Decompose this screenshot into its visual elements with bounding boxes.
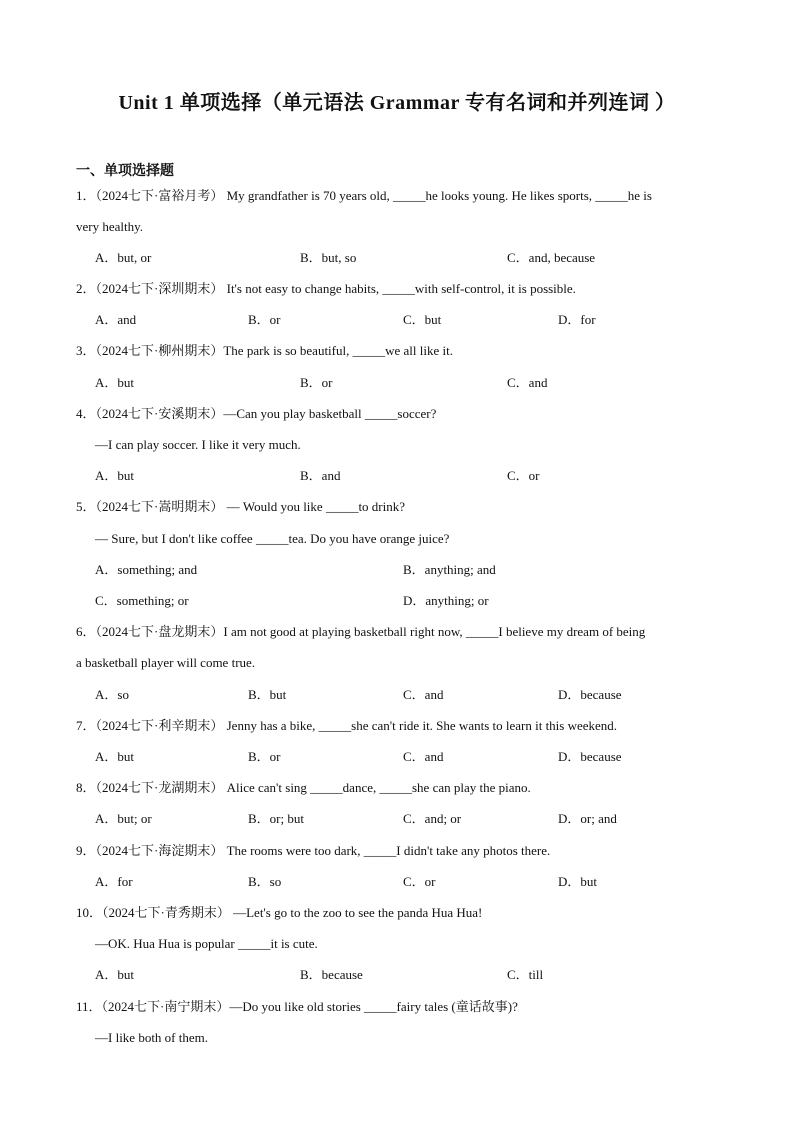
question-text-cont: —I like both of them. [95, 1030, 209, 1045]
question-source: （2024七下·盘龙期末） [95, 624, 224, 639]
options-row [95, 803, 721, 834]
question-text: — Would you like _____to drink? [223, 499, 406, 514]
option-d[interactable]: D．anything; or [403, 593, 489, 608]
option-a[interactable]: A．but [95, 468, 135, 483]
question-9 [76, 835, 721, 866]
options-row [95, 304, 721, 335]
option-b[interactable]: B．but, so [300, 250, 357, 265]
question-7 [76, 710, 721, 741]
question-source: （2024七下·柳州期末） [95, 343, 224, 358]
question-text: —Can you play basketball _____soccer? [223, 406, 437, 421]
question-source: （2024七下·深圳期末） [95, 281, 224, 296]
option-c[interactable]: C．or [403, 874, 436, 889]
question-source: （2024七下·嵩明期末） [95, 499, 224, 514]
option-a[interactable]: A．so [95, 687, 129, 702]
question-text: Alice can't sing _____dance, _____she can play the piano. [223, 780, 531, 795]
question-number: 1． [76, 188, 96, 203]
question-number: 4． [76, 406, 96, 421]
question-number: 2． [76, 281, 96, 296]
question-number: 3． [76, 343, 96, 358]
option-c[interactable]: C．till [507, 967, 544, 982]
question-number: 8． [76, 780, 96, 795]
question-5 [76, 491, 721, 522]
option-b[interactable]: B．because [300, 967, 363, 982]
option-a[interactable]: A．but, or [95, 250, 152, 265]
option-c[interactable]: C．and [507, 375, 548, 390]
question-text-cont: very healthy. [76, 219, 144, 234]
question-text-cont: —I can play soccer. I like it very much. [95, 437, 301, 452]
question-text: It's not easy to change habits, _____with self-control, it is possible. [223, 281, 576, 296]
question-text-cont: —OK. Hua Hua is popular _____it is cute. [95, 936, 318, 951]
options-row [95, 554, 721, 585]
question-text: —Do you like old stories _____fairy tales (童话故事)? [229, 999, 518, 1014]
option-c[interactable]: C．and; or [403, 811, 462, 826]
question-source: （2024七下·青秀期末） [102, 905, 230, 920]
options-row [95, 367, 721, 398]
option-c[interactable]: C．or [507, 468, 540, 483]
option-a[interactable]: A．something; and [95, 562, 198, 577]
options-row [95, 460, 721, 491]
question-number: 10． [76, 905, 103, 920]
question-source: （2024七下·利辛期末） [95, 718, 224, 733]
question-8 [76, 772, 721, 803]
page-title: Unit 1 单项选择（单元语法 Grammar 专有名词和并列连词 ） [118, 92, 676, 114]
question-number: 7． [76, 718, 96, 733]
question-number: 6． [76, 624, 96, 639]
question-3 [76, 335, 721, 366]
question-number: 9． [76, 843, 96, 858]
option-b[interactable]: B．anything; and [403, 562, 496, 577]
options-row [95, 242, 721, 273]
option-d[interactable]: D．because [558, 749, 622, 764]
option-d[interactable]: D．but [558, 874, 598, 889]
option-a[interactable]: A．but; or [95, 811, 152, 826]
question-11 [76, 991, 721, 1022]
options-row [95, 585, 721, 616]
question-1 [76, 180, 721, 211]
question-text: My grandfather is 70 years old, _____he looks young. He likes sports, _____he is [223, 188, 652, 203]
question-text: The rooms were too dark, _____I didn't take any photos there. [223, 843, 551, 858]
question-text-cont: — Sure, but I don't like coffee _____tea. Do you have orange juice? [95, 531, 450, 546]
option-a[interactable]: A．but [95, 967, 135, 982]
option-a[interactable]: A．but [95, 375, 135, 390]
question-10 [76, 897, 721, 928]
options-row [95, 866, 721, 897]
option-c[interactable]: C．and [403, 687, 444, 702]
option-d[interactable]: D．or; and [558, 811, 617, 826]
question-2 [76, 273, 721, 304]
question-text: Jenny has a bike, _____she can't ride it. She wants to learn it this weekend. [223, 718, 618, 733]
option-d[interactable]: D．because [558, 687, 622, 702]
options-row [95, 741, 721, 772]
option-b[interactable]: B．or [248, 312, 281, 327]
option-b[interactable]: B．or; but [248, 811, 304, 826]
option-a[interactable]: A．but [95, 749, 135, 764]
option-b[interactable]: B．but [248, 687, 287, 702]
option-b[interactable]: B．or [248, 749, 281, 764]
question-text: I am not good at playing basketball right now, _____I believe my dream of being [223, 624, 646, 639]
question-text: —Let's go to the zoo to see the panda Hua Hua! [229, 905, 483, 920]
question-source: （2024七下·富裕月考） [95, 188, 224, 203]
section-heading: 一、单项选择题 [76, 164, 174, 179]
question-source: （2024七下·南宁期末） [101, 999, 230, 1014]
option-c[interactable]: C．something; or [95, 593, 189, 608]
question-number: 5． [76, 499, 96, 514]
option-b[interactable]: B．or [300, 375, 333, 390]
question-source: （2024七下·海淀期末） [95, 843, 224, 858]
question-source: （2024七下·安溪期末） [95, 406, 224, 421]
option-c[interactable]: C．and, because [507, 250, 596, 265]
options-row [95, 679, 721, 710]
question-6 [76, 616, 721, 647]
option-c[interactable]: C．but [403, 312, 442, 327]
option-a[interactable]: A．and [95, 312, 137, 327]
question-number: 11． [76, 999, 102, 1014]
question-source: （2024七下·龙湖期末） [95, 780, 224, 795]
option-c[interactable]: C．and [403, 749, 444, 764]
option-b[interactable]: B．so [248, 874, 282, 889]
option-a[interactable]: A．for [95, 874, 133, 889]
question-4 [76, 398, 721, 429]
question-text-cont: a basketball player will come true. [76, 655, 256, 670]
question-text: The park is so beautiful, _____we all like it. [223, 343, 453, 358]
options-row [95, 959, 721, 990]
option-d[interactable]: D．for [558, 312, 596, 327]
option-b[interactable]: B．and [300, 468, 341, 483]
